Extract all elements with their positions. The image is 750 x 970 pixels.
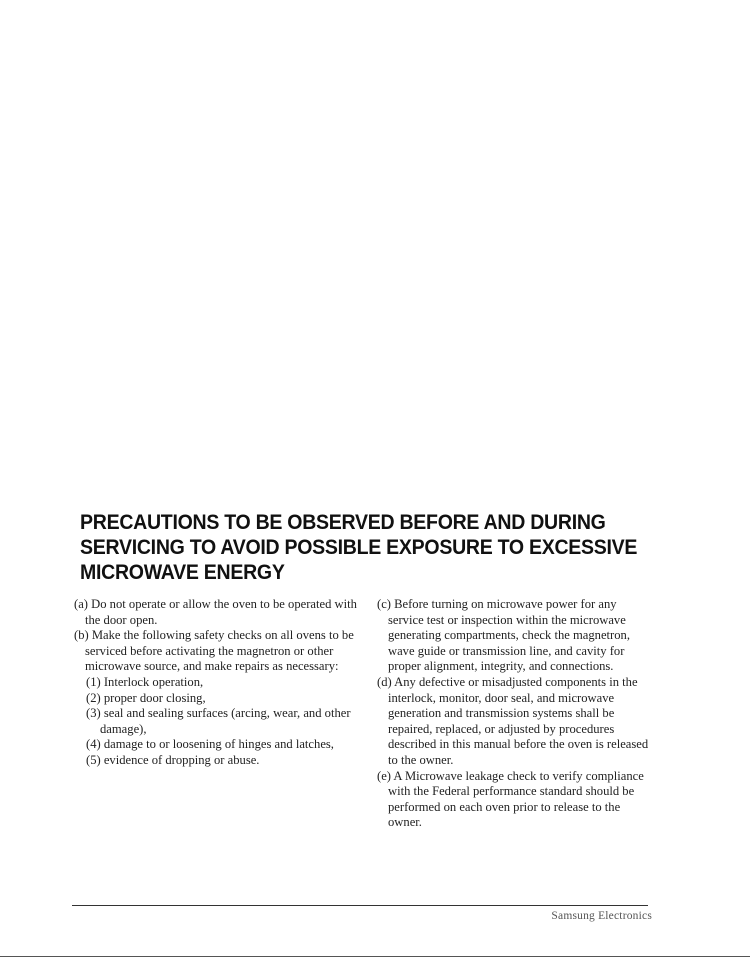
precaution-b: (b) Make the following safety checks on all ovens to be serviced before activating the magnetron or other microwave source, and make repairs as necessary: [74, 628, 354, 674]
precaution-c: (c) Before turning on microwave power for any service test or inspection within the microwave generating compartments, check the magnetron, wave guide or transmission line, and cavity for proper alignment, integrity, and connections. [377, 597, 630, 674]
precautions-heading [80, 510, 638, 585]
safety-check-2: (2) proper door closing, [86, 690, 206, 705]
right-column [377, 597, 652, 831]
footer-company: Samsung Electronics [551, 910, 652, 922]
heading-line-2: SERVICING TO AVOID POSSIBLE EXPOSURE TO EXCESSIVE [80, 536, 638, 559]
precaution-e: (e) A Microwave leakage check to verify compliance with the Federal performance standard should be performed on each oven prior to release to the owner. [377, 768, 644, 830]
heading-line-1: PRECAUTIONS TO BE OBSERVED BEFORE AND DURING [80, 511, 606, 534]
safety-check-3: (3) seal and sealing surfaces (arcing, wear, and other damage), [86, 706, 351, 736]
page-bottom-line [0, 956, 750, 957]
heading-line-3: MICROWAVE ENERGY [80, 561, 285, 584]
left-column [74, 597, 364, 769]
safety-check-4: (4) damage to or loosening of hinges and latches, [86, 737, 334, 752]
safety-check-1: (1) Interlock operation, [86, 674, 204, 689]
precaution-d: (d) Any defective or misadjusted components in the interlock, monitor, door seal, and microwave generation and transmission systems shall be repaired, replaced, or adjusted by procedures described in this manual before the oven is released to the owner. [377, 674, 649, 767]
footer-divider [72, 905, 648, 906]
precaution-a: (a) Do not operate or allow the oven to be operated with the door open. [74, 597, 357, 627]
safety-check-5: (5) evidence of dropping or abuse. [86, 752, 260, 767]
